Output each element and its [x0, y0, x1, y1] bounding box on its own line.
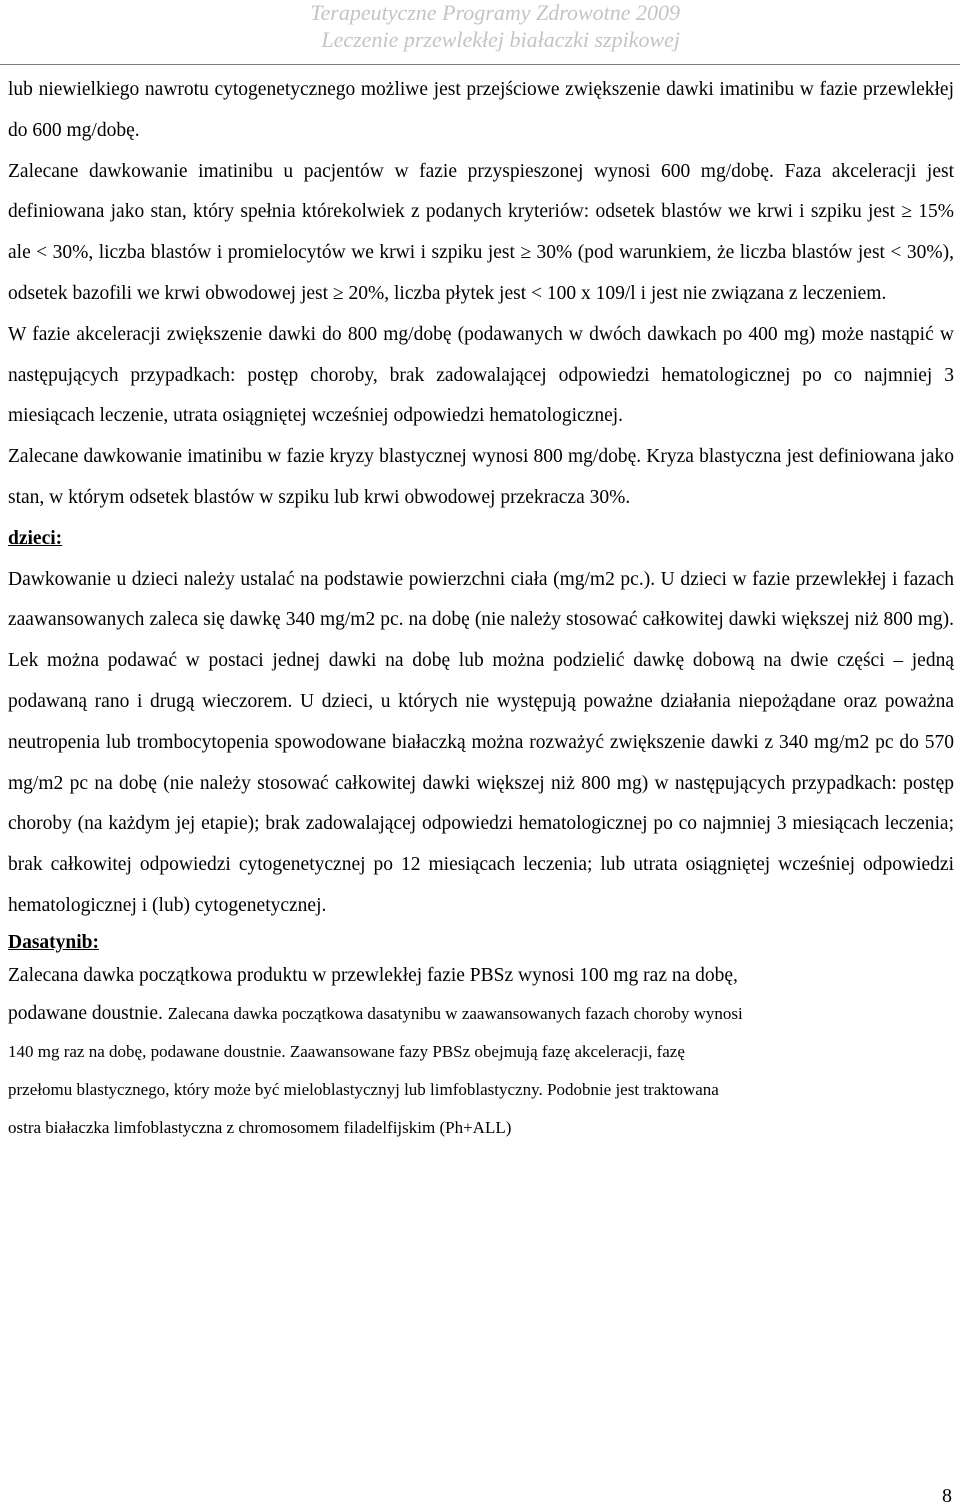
paragraph-children-dosing: Dawkowanie u dzieci należy ustalać na podstawie powierzchni ciała (mg/m2 pc.). U dzieci w fazie przewlekłej i fazach zaawansowanych zaleca się dawkę 340 mg/m2 pc. na dobę (nie należy stosować całkowitej dawki większej niż 800 mg). Lek można podawać w postaci jednej dawki na dobę lub można podzielić dawkę dobową na dwie części – jedną podawaną rano i drugą wieczorem. U dzieci, u których nie występują poważne działania niepożądane oraz poważna neutropenia lub trombocytopenia spowodowane białaczką można rozważyć zwiększenie dawki z 340 mg/m2 pc do 570 mg/m2 pc na dobę (nie należy stosować całkowitej dawki większej niż 800 mg) w następujących przypadkach: postęp choroby (na każdym jej etapie); brak zadowalającej odpowiedzi hematologicznej po co najmniej 3 miesiącach leczenia; brak całkowitej odpowiedzi cytogenetycznej po 12 miesiącach leczenia; lub utrata osiągniętej wcześniej odpowiedzi hematologicznej i (lub) cytogenetycznej. — [8, 568, 954, 916]
dasatinib-text-phases: Zaawansowane fazy PBSz obejmują fazę akceleracji, fazę — [289, 1041, 685, 1061]
paragraph-blast-crisis: Zalecane dawkowanie imatinibu w fazie kryzy blastycznej wynosi 800 mg/dobę. Kryza blastyczna jest definiowana jako stan, w którym odsetek blastów w szpiku lub krwi obwodowej przekracza 30%. — [8, 446, 954, 508]
page-header — [0, 0, 960, 65]
document-body — [8, 70, 954, 1147]
dasatinib-line-3 — [8, 1033, 954, 1071]
dasatinib-text-oral: podawane doustnie. — [8, 1002, 163, 1024]
heading-children: dzieci: — [8, 527, 63, 549]
page-number: 8 — [942, 1485, 952, 1507]
paragraph-imatinib-chronic: lub niewielkiego nawrotu cytogenetycznego możliwe jest przejściowe zwiększenie dawki imatinibu w fazie przewlekłej do 600 mg/dobę. — [8, 79, 954, 141]
paragraph-acceleration-dose-increase: W fazie akceleracji zwiększenie dawki do 800 mg/dobę (podawanych w dwóch dawkach po 400 mg) może nastąpić w następujących przypadkach: postęp choroby, brak zadowalającej odpowiedzi hematologicznej po co najmniej 3 miesiącach leczenie, utrata osiągniętej wcześniej odpowiedzi hematologicznej. — [8, 323, 954, 427]
heading-dasatinib: Dasatynib: — [8, 931, 100, 953]
dasatinib-line-4 — [8, 1071, 954, 1109]
paragraph-dasatinib — [8, 957, 954, 1147]
header-document-title: Leczenie przewlekłej białaczki szpikowej — [321, 27, 680, 52]
dasatinib-line-5: ostra białaczka limfoblastyczna z chromosomem filadelfijskim (Ph+ALL) — [8, 1117, 512, 1137]
dasatinib-line-1: Zalecana dawka początkowa produktu w przewlekłej fazie PBSz wynosi 100 mg raz na dobę, — [8, 964, 738, 986]
dasatinib-line-2 — [8, 995, 954, 1033]
dasatinib-text-blast: przełomu blastycznego, który może być mieloblastycznyj lub limfoblastyczny. — [8, 1079, 543, 1099]
header-program-title: Terapeutyczne Programy Zdrowotne 2009 — [310, 0, 680, 25]
dasatinib-text-similarly: Podobnie jest traktowana — [546, 1079, 719, 1099]
dasatinib-text-140mg: 140 mg raz na dobę, podawane doustnie. — [8, 1041, 286, 1061]
dasatinib-text-advanced: Zalecana dawka początkowa dasatynibu w zaawansowanych fazach choroby wynosi — [167, 1003, 743, 1023]
paragraph-accelerated-phase: Zalecane dawkowanie imatinibu u pacjentów w fazie przyspieszonej wynosi 600 mg/dobę. Faza akceleracji jest definiowana jako stan, który spełnia którekolwiek z podanych kryteriów: odsetek blastów we krwi i szpiku jest ≥ 15% ale < 30%, liczba blastów i promielocytów we krwi i szpiku jest ≥ 30% (pod warunkiem, że liczba blastów jest < 30%), odsetek bazofili we krwi obwodowej jest ≥ 20%, liczba płytek jest < 100 x 109/l i jest nie związana z leczeniem. — [8, 160, 954, 304]
